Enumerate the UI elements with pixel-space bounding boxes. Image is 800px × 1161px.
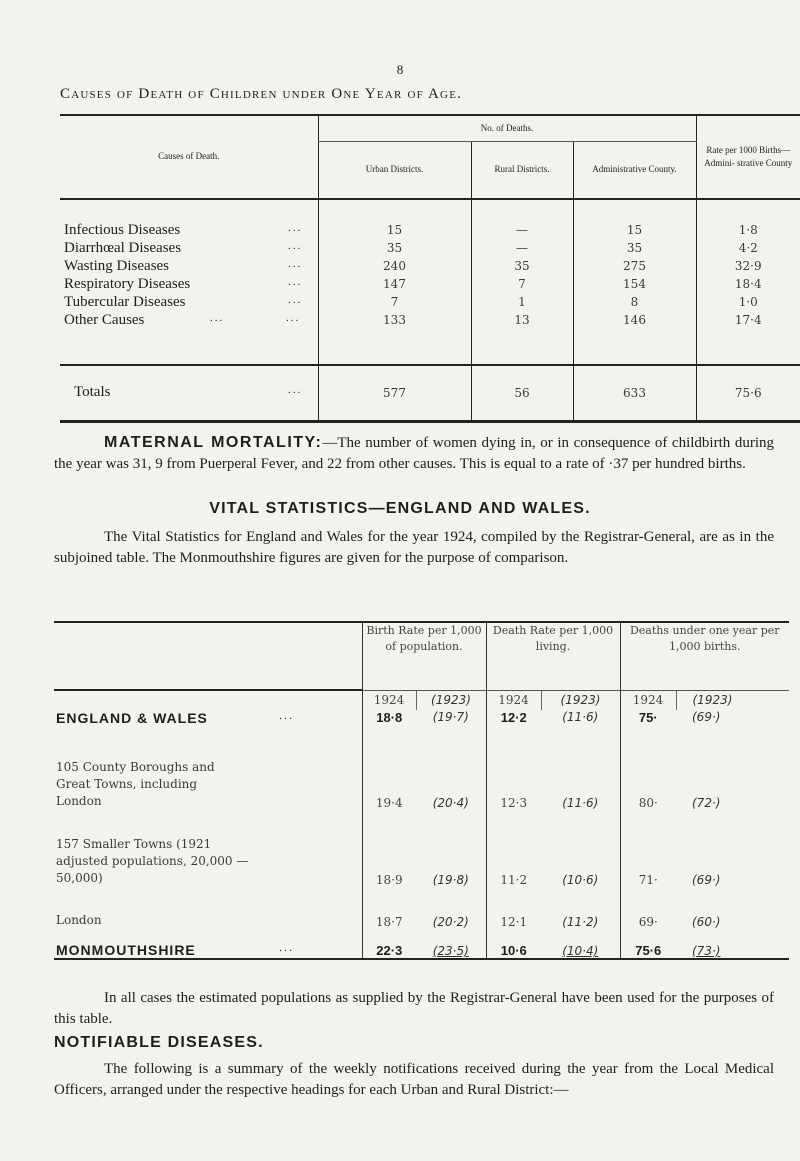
- totals-row: Totals ... 577 56 633 75·6: [60, 365, 800, 421]
- birth-rate-1923: (19·8): [432, 873, 469, 887]
- urban-value: 133: [318, 311, 471, 329]
- admin-value: 146: [573, 311, 696, 329]
- year-previous: (1923): [541, 690, 620, 710]
- birth-rate-1924: 18·9: [362, 810, 416, 887]
- infant-deaths-1924: 75·: [620, 710, 676, 732]
- header-death-rate: Death Rate per 1,000 living.: [486, 622, 620, 690]
- vital-statistics-table: [54, 621, 789, 960]
- header-infant-deaths: Deaths under one year per 1,000 births.: [620, 622, 789, 690]
- rate-value: 18·4: [696, 275, 800, 293]
- year-current: 1924: [362, 690, 416, 710]
- causes-of-death-table: [60, 114, 800, 423]
- birth-rate-1924: 19·4: [362, 732, 416, 810]
- admin-value: 154: [573, 275, 696, 293]
- death-rate-1924: 12·3: [486, 732, 541, 810]
- row-label: 157 Smaller Towns (1921 adjusted populations, 20,000 —50,000): [56, 837, 249, 885]
- admin-value: 275: [573, 257, 696, 275]
- urban-value: 15: [318, 221, 471, 239]
- maternal-heading: MATERNAL MORTALITY:: [104, 434, 323, 451]
- row-label: 105 County Boroughs and Great Towns, including London: [56, 760, 215, 808]
- rate-value: 4·2: [696, 239, 800, 257]
- row-label: London: [56, 913, 102, 927]
- infant-deaths-1923: (69·): [692, 710, 721, 724]
- vital-statistics-paragraph: The Vital Statistics for England and Wales for the year 1924, compiled by the Registrar-General, are as in the subjoined table. The Monmouthshire figures are given for the purpose of comparison.: [54, 529, 774, 566]
- table-row: Other Causes ... ... 133 13 146 17·4: [60, 311, 800, 329]
- death-rate-1924: 12·2: [486, 710, 541, 732]
- table-row: MONMOUTHSHIRE ... 22·3 (23·5) 10·6 (10·4) 75·6 (73·): [54, 929, 789, 959]
- rural-total: 56: [471, 365, 573, 421]
- birth-rate-1923: (20·2): [432, 915, 469, 929]
- birth-rate-1924: 22·3: [362, 929, 416, 959]
- table-row: Respiratory Diseases ... 147 7 154 18·4: [60, 275, 800, 293]
- header-rate: Rate per 1000 Births—Admini- strative County: [696, 115, 800, 199]
- year-previous: (1923): [676, 690, 789, 710]
- death-rate-1923: (10·6): [562, 873, 599, 887]
- totals-label: Totals: [74, 384, 111, 401]
- death-rate-1924: 10·6: [486, 929, 541, 959]
- death-rate-1923: (11·6): [562, 710, 599, 724]
- death-rate-1923: (10·4): [541, 929, 620, 959]
- header-birth-rate: Birth Rate per 1,000 of population.: [362, 622, 486, 690]
- cause-label: Wasting Diseases: [64, 257, 170, 274]
- table-row: [54, 732, 789, 810]
- infant-deaths-1923: (73·): [676, 929, 789, 959]
- notifiable-diseases-paragraph: The following is a summary of the weekly notifications received during the year from the Local Medical Officers, arranged under the respective headings for each Urban and Rural District:—: [54, 1061, 774, 1098]
- table-title: Causes of Death of Children under One Year of Age.: [60, 86, 463, 102]
- birth-rate-1924: 18·8: [362, 710, 416, 732]
- rural-value: 13: [471, 311, 573, 329]
- infant-deaths-1924: 80·: [620, 732, 676, 810]
- cause-label: Tubercular Diseases: [64, 293, 186, 310]
- year-header-row: [54, 690, 789, 710]
- rate-value: 32·9: [696, 257, 800, 275]
- table-row: [54, 810, 789, 887]
- table-row: ENGLAND & WALES ... 18·8 (19·7) 12·2 (11·6) 75· (69·): [54, 710, 789, 732]
- infant-deaths-1924: 69·: [620, 887, 676, 929]
- infant-deaths-1923: (72·): [692, 796, 721, 810]
- rate-value: 17·4: [696, 311, 800, 329]
- rural-value: 1: [471, 293, 573, 311]
- row-label: MONMOUTHSHIRE: [56, 942, 196, 958]
- cause-label: Respiratory Diseases: [64, 275, 191, 292]
- admin-value: 35: [573, 239, 696, 257]
- rural-value: —: [471, 221, 573, 239]
- notifiable-diseases-heading: NOTIFIABLE DISEASES.: [54, 1034, 264, 1051]
- rate-value: 1·8: [696, 221, 800, 239]
- header-admin: Administrative County.: [573, 141, 696, 199]
- cause-label: Diarrhœal Diseases: [64, 239, 182, 256]
- infant-deaths-1923: (60·): [692, 915, 721, 929]
- header-rural: Rural Districts.: [471, 141, 573, 199]
- birth-rate-1924: 18·7: [362, 887, 416, 929]
- rate-value: 1·0: [696, 293, 800, 311]
- rural-value: 35: [471, 257, 573, 275]
- urban-total: 577: [318, 365, 471, 421]
- death-rate-1924: 12·1: [486, 887, 541, 929]
- year-current: 1924: [620, 690, 676, 710]
- death-rate-1923: (11·2): [562, 915, 599, 929]
- vital-statistics-heading: VITAL STATISTICS—ENGLAND AND WALES.: [209, 500, 591, 517]
- urban-value: 147: [318, 275, 471, 293]
- cause-label: Infectious Diseases: [64, 221, 181, 238]
- maternal-text: —The number of women dying in, or in consequence of childbirth during the year was 31, 9 from Puerperal Fever, and 22 from other causes. This is equal to a rate of ·37 per hundred births.: [54, 435, 774, 472]
- maternal-mortality-paragraph: [54, 432, 774, 475]
- urban-value: 240: [318, 257, 471, 275]
- rural-value: —: [471, 239, 573, 257]
- birth-rate-1923: (19·7): [432, 710, 469, 724]
- urban-value: 35: [318, 239, 471, 257]
- row-label: ENGLAND & WALES: [56, 710, 208, 726]
- birth-rate-1923: (20·4): [432, 796, 469, 810]
- cause-label: Other Causes: [64, 311, 145, 328]
- year-current: 1924: [486, 690, 541, 710]
- table-row: Wasting Diseases ... 240 35 275 32·9: [60, 257, 800, 275]
- estimates-note: In all cases the estimated populations as supplied by the Registrar-General have been used for the purposes of this table.: [54, 990, 774, 1027]
- admin-value: 15: [573, 221, 696, 239]
- page-number: 8: [396, 62, 404, 77]
- birth-rate-1923: (23·5): [416, 929, 486, 959]
- infant-deaths-1924: 75·6: [620, 929, 676, 959]
- admin-total: 633: [573, 365, 696, 421]
- table-row: Tubercular Diseases ... 7 1 8 1·0: [60, 293, 800, 311]
- header-cause: Causes of Death.: [60, 115, 318, 199]
- rural-value: 7: [471, 275, 573, 293]
- infant-deaths-1923: (69·): [692, 873, 721, 887]
- header-urban: Urban Districts.: [318, 141, 471, 199]
- infant-deaths-1924: 71·: [620, 810, 676, 887]
- header-no-of-deaths: No. of Deaths.: [318, 115, 696, 141]
- rate-total: 75·6: [696, 365, 800, 421]
- urban-value: 7: [318, 293, 471, 311]
- table-row: Infectious Diseases ... 15 — 15 1·8: [60, 221, 800, 239]
- table-row: Diarrhœal Diseases ... 35 — 35 4·2: [60, 239, 800, 257]
- table-row: [54, 887, 789, 929]
- death-rate-1924: 11·2: [486, 810, 541, 887]
- year-previous: (1923): [416, 690, 486, 710]
- death-rate-1923: (11·6): [562, 796, 599, 810]
- admin-value: 8: [573, 293, 696, 311]
